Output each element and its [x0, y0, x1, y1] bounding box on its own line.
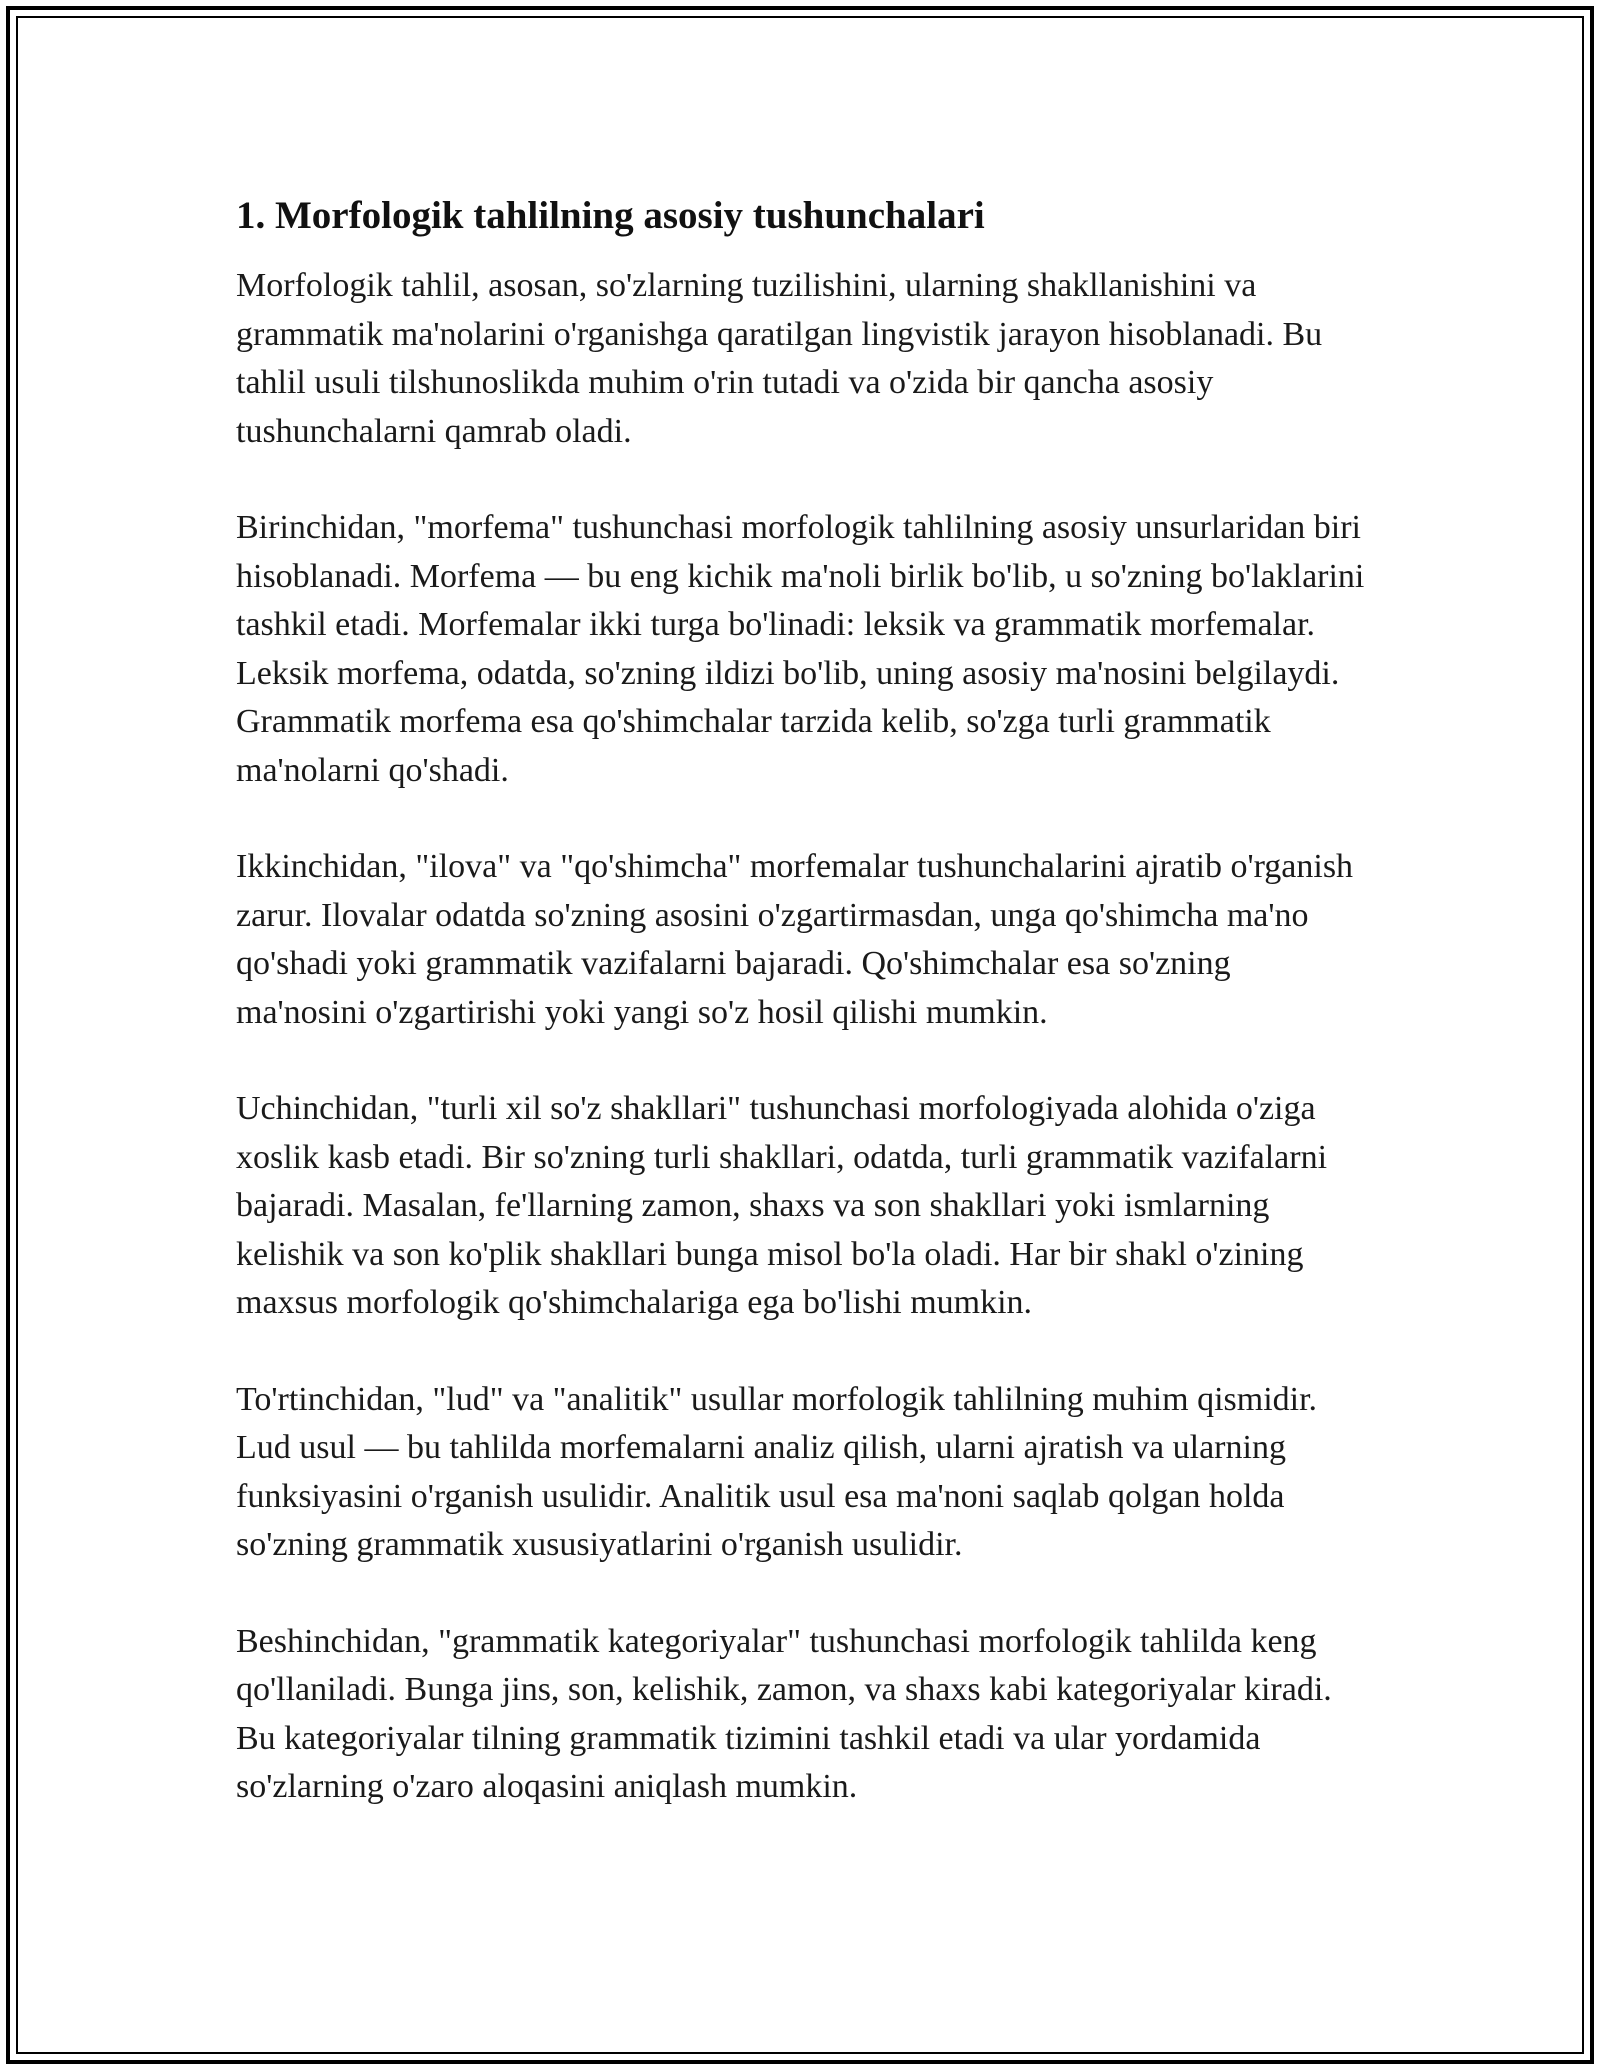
paragraph-kategoriyalar: Beshinchidan, "grammatik kategoriyalar" tushunchasi morfologik tahlilda keng qo'llaniladi. Bunga jins, son, kelishik, zamon, va shaxs kabi kategoriyalar kiradi. Bu kategoriyalar tilning grammatik tizimini tashkil etadi va ular yordamida so'zlarning o'zaro aloqasini aniqlash mumkin. [236, 1622, 1332, 1805]
paragraph-morfema: Birinchidan, "morfema" tushunchasi morfologik tahlilning asosiy unsurlaridan biri hisoblanadi. Morfema — bu eng kichik ma'noli birlik bo'lib, u so'zning bo'laklarini tashkil etadi. Morfemalar ikki turga bo'linadi: leksik va grammatik morfemalar. Leksik morfema, odatda, so'zning ildizi bo'lib, uning asosiy ma'nosini belgilaydi. Grammatik morfema esa qo'shimchalar tarzida kelib, so'zga turli grammatik ma'nolarni qo'shadi. [236, 509, 1365, 789]
paragraph-ilova: Ikkinchidan, "ilova" va "qo'shimcha" morfemalar tushunchalarini ajratib o'rganish zarur. Ilovalar odatda so'zning asosini o'zgartirmasdan, unga qo'shimcha ma'no qo'shadi yoki grammatik vazifalarni bajaradi. Qo'shimchalar esa so'zning ma'nosini o'zgartirishi yoki yangi so'z hosil qilishi mumkin. [236, 848, 1354, 1031]
section-title: 1. Morfologik tahlilning asosiy tushunchalari [236, 194, 985, 237]
paragraph-intro: Morfologik tahlil, asosan, so'zlarning tuzilishini, ularning shakllanishini va grammatik ma'nolarini o'rganishga qaratilgan lingvistik jarayon hisoblanadi. Bu tahlil usuli tilshunoslikda muhim o'rin tutadi va o'zida bir qancha asosiy tushunchalarni qamrab oladi. [236, 267, 1323, 450]
paragraph-usullar: To'rtinchidan, "lud" va "analitik" usullar morfologik tahlilning muhim qismidir. Lud usul — bu tahlilda morfemalarni analiz qilish, ularni ajratish va ularning funksiyasini o'rganish usulidir. Analitik usul esa ma'noni saqlab qolgan holda so'zning grammatik xususiyatlarini o'rganish usulidir. [236, 1380, 1318, 1563]
document-body [236, 190, 1366, 1860]
paragraph-soz-shakllari: Uchinchidan, "turli xil so'z shakllari" tushunchasi morfologiyada alohida o'ziga xoslik kasb etadi. Bir so'zning turli shakllari, odatda, turli grammatik vazifalarni bajaradi. Masalan, fe'llarning zamon, shaxs va son shakllari yoki ismlarning kelishik va son ko'plik shakllari bunga misol bo'la oladi. Har bir shakl o'zining maxsus morfologik qo'shimchalariga ega bo'lishi mumkin. [236, 1090, 1328, 1321]
